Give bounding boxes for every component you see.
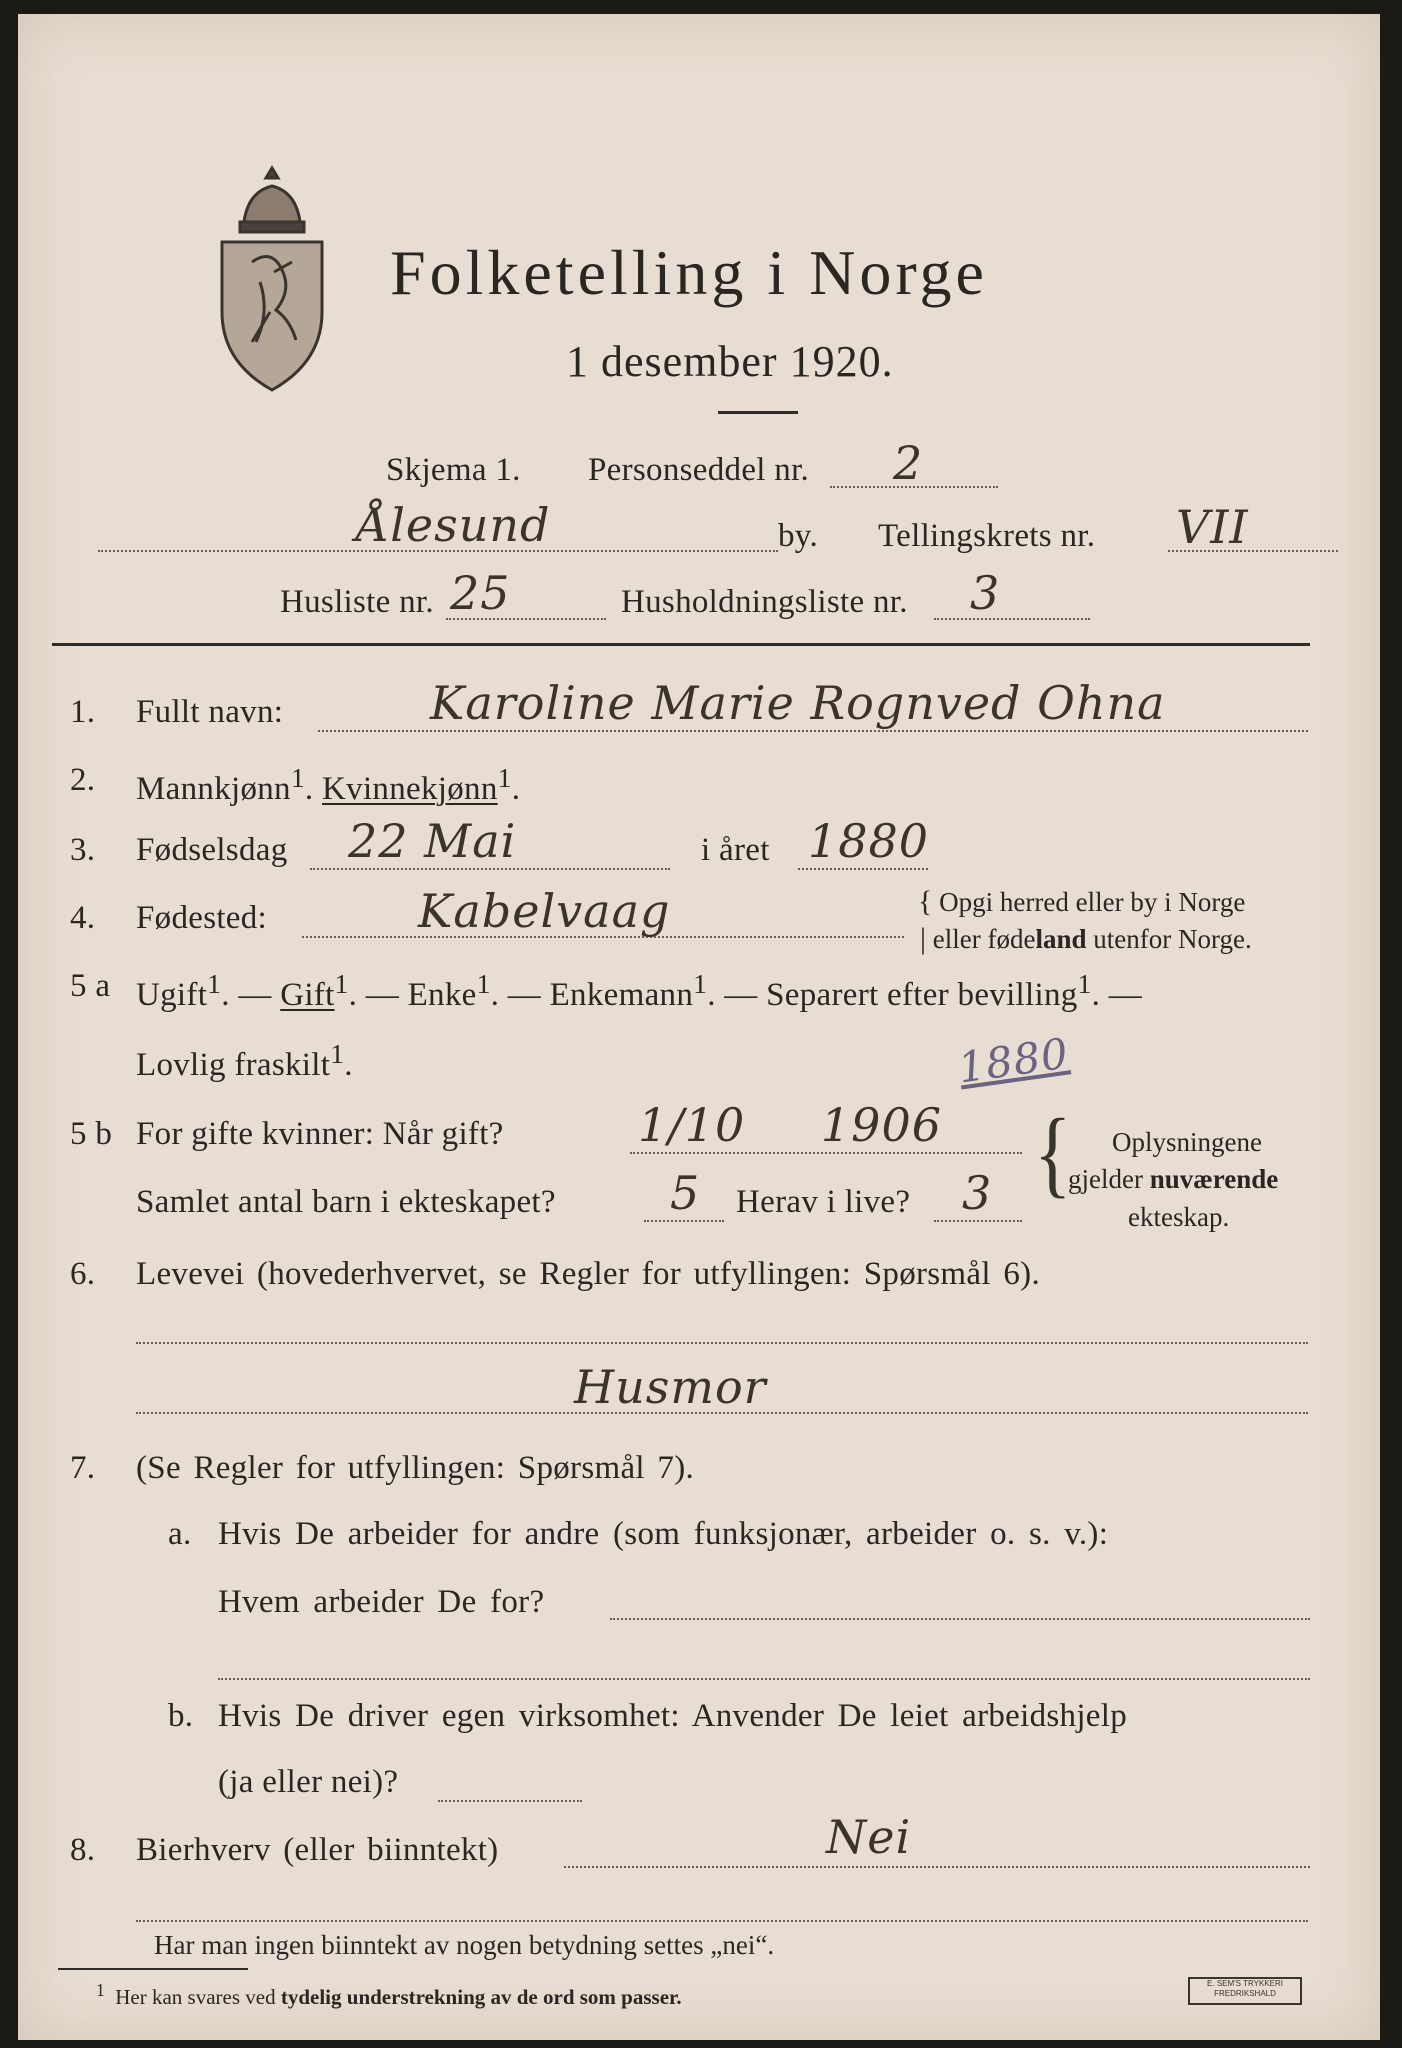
q8-line-2 — [136, 1920, 1308, 1922]
q8-label: Bierhverv (eller biinntekt) — [136, 1832, 499, 1868]
status-gift-selected: Gift — [280, 977, 335, 1013]
q6-occupation: Husmor — [574, 1360, 767, 1414]
census-form-page — [18, 14, 1380, 2040]
gender-mann: Mannkjønn — [136, 771, 291, 807]
schema-label: Skjema 1. — [386, 452, 521, 488]
q4-birthplace: Kabelvaag — [418, 884, 671, 938]
q6-line-1 — [136, 1342, 1308, 1344]
q7a-answer-line — [610, 1618, 1310, 1620]
q4-number: 4. — [70, 900, 96, 936]
tellingskrets-value: VII — [1176, 500, 1249, 554]
q7a-answer-line-2 — [218, 1678, 1310, 1680]
q5b-barn-label: Samlet antal barn i ekteskapet? — [136, 1184, 556, 1220]
margin-annotation-1880: 1880 — [955, 1028, 1072, 1093]
q1-number: 1. — [70, 694, 96, 730]
q3-year-value: 1880 — [808, 814, 930, 868]
q5b-brace: { — [1034, 1098, 1072, 1207]
q5b-marriage-date: 1/10 1906 — [638, 1098, 942, 1152]
city-value: Ålesund — [356, 498, 551, 552]
q7b-answer-line — [438, 1800, 582, 1802]
separator: . — [511, 771, 521, 807]
q3-year-label: i året — [701, 832, 770, 868]
q2-gender — [136, 762, 520, 808]
q3-line — [310, 868, 670, 870]
q1-full-name: Karoline Marie Rognved Ohna — [430, 676, 1166, 730]
q5a-status: Ugift$^1$. — Gift$^1$. — Enke$^1$. — Enkemann$^1$. — Separert efter bevilling$^1$. — — [136, 968, 1143, 1013]
husliste-value: 25 — [450, 566, 511, 620]
footnote-ref: 1 — [497, 762, 512, 793]
norway-coat-of-arms-icon — [214, 162, 330, 394]
q1-line — [318, 730, 1308, 732]
husholdningsliste-label: Husholdningsliste nr. — [621, 584, 908, 620]
q4-label: Fødested: — [136, 900, 268, 936]
q7b-number: b. — [168, 1698, 194, 1734]
q1-label: Fullt navn: — [136, 694, 284, 730]
q5a-number: 5 a — [70, 968, 111, 1004]
q5b-note-line3: ekteskap. — [1128, 1202, 1230, 1232]
footnote: $^1$ Her kan svares ved tydelig understrekning av de ord som passer. — [96, 1980, 682, 2009]
q5b-number: 5 b — [70, 1116, 113, 1152]
q3-label: Fødselsdag — [136, 832, 288, 868]
by-label: by. — [778, 518, 819, 554]
q6-line-2 — [136, 1412, 1308, 1414]
q7a-line1: Hvis De arbeider for andre (som funksjonær, arbeider o. s. v.): — [218, 1516, 1109, 1552]
q8-number: 8. — [70, 1832, 96, 1868]
footnote-rule — [58, 1968, 248, 1970]
q6-number: 6. — [70, 1256, 96, 1292]
q4-note-line1: { Opgi herred eller by i Norge — [918, 885, 1246, 918]
tellingskrets-label: Tellingskrets nr. — [878, 518, 1096, 554]
q2-number: 2. — [70, 762, 96, 798]
husliste-label: Husliste nr. — [280, 584, 434, 620]
gender-kvinne-selected: Kvinnekjønn — [322, 771, 498, 807]
q7a-number: a. — [168, 1516, 192, 1552]
q5b-live-label: Herav i live? — [736, 1184, 911, 1220]
q7-number: 7. — [70, 1450, 96, 1486]
header-rule — [52, 643, 1310, 646]
q5b-label: For gifte kvinner: Når gift? — [136, 1116, 504, 1152]
q6-label: Levevei (hovederhvervet, se Regler for utfyllingen: Spørsmål 6). — [136, 1256, 1041, 1292]
separator: . — [304, 771, 323, 807]
q5b-live-value: 3 — [962, 1166, 993, 1220]
q5b-barn-line — [644, 1220, 724, 1222]
q7b-line1: Hvis De driver egen virksomhet: Anvender De leiet arbeidshjelp — [218, 1698, 1128, 1734]
personseddel-value: 2 — [893, 436, 924, 490]
q7b-line2: (ja eller nei)? — [218, 1764, 399, 1800]
q3-year-line — [798, 868, 928, 870]
q5a-lovlig: Lovlig fraskilt$^1$. — [136, 1038, 353, 1083]
q5b-note-line2: gjelder nuværende — [1068, 1164, 1279, 1194]
footnote-ref: 1 — [290, 762, 305, 793]
q5b-live-line — [934, 1220, 1022, 1222]
q5b-line — [630, 1152, 1022, 1154]
q5b-barn-value: 5 — [670, 1166, 701, 1220]
q8-value: Nei — [826, 1810, 912, 1864]
title-divider — [718, 411, 798, 414]
husholdningsliste-value: 3 — [970, 566, 1001, 620]
nei-instruction: Har man ingen biinntekt av nogen betydning settes „nei“. — [154, 1930, 775, 1960]
q8-line — [564, 1866, 1310, 1868]
q3-birthday: 22 Mai — [348, 814, 517, 868]
personseddel-label: Personseddel nr. — [588, 452, 810, 488]
form-title: Folketelling i Norge — [390, 237, 988, 308]
printer-stamp: E. SEM'S TRYKKERI FREDRIKSHALD — [1188, 1977, 1302, 2005]
census-date: 1 desember 1920. — [566, 337, 894, 386]
q7a-line2: Hvem arbeider De for? — [218, 1584, 545, 1620]
husholdningsliste-line — [934, 618, 1090, 620]
q4-note-line2: | eller fødeland utenfor Norge. — [920, 922, 1252, 955]
q7-label: (Se Regler for utfyllingen: Spørsmål 7). — [136, 1450, 695, 1486]
q3-number: 3. — [70, 832, 96, 868]
q5b-note-line1: Oplysningene — [1112, 1127, 1262, 1157]
